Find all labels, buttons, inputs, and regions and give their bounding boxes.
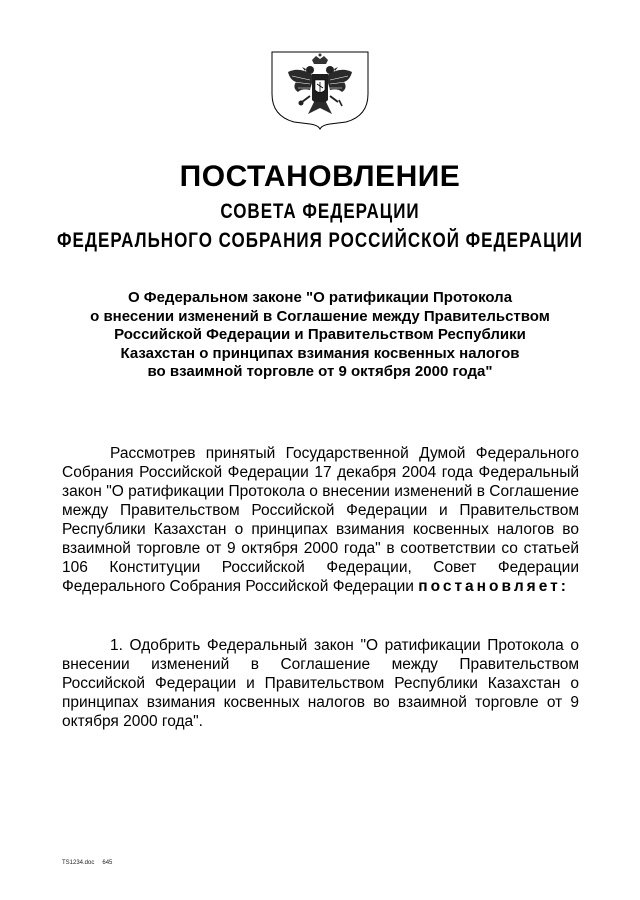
law-title xyxy=(70,289,570,382)
law-title-line: о внесении изменений в Соглашение между Правительством xyxy=(90,307,550,325)
document-footer xyxy=(62,860,112,866)
paragraph-text xyxy=(62,444,579,596)
footer-number: 645 xyxy=(102,860,113,866)
body-paragraph-2 xyxy=(62,636,579,731)
law-title-line: Казахстан о принципах взимания косвенных налогов xyxy=(120,344,520,362)
body-paragraph-1 xyxy=(62,444,579,596)
law-title-line: Российской Федерации и Правительством Республики xyxy=(114,326,526,343)
document-title: ПОСТАНОВЛЕНИЕ xyxy=(179,160,461,193)
resolution-keyword: постановляет: xyxy=(418,578,569,595)
paragraph-text: 1. Одобрить Федеральный закон "О ратификации Протокола о внесении изменений в Соглашение между Правительством Российской Федерации и Правительством Республики Казахстан о принципах взимания косвенных налогов во взаимной торговле от 9 октября 2000 года". xyxy=(62,637,579,730)
document-subtitle-line1: СОВЕТА ФЕДЕРАЦИИ xyxy=(220,199,420,223)
footer-filename: TS1234.doc xyxy=(62,860,95,866)
law-title-line: во взаимной торговле от 9 октября 2000 года" xyxy=(147,363,493,380)
law-title-line: О Федеральном законе "О ратификации Протокола xyxy=(127,289,513,306)
document-subtitle-line2: ФЕДЕРАЛЬНОГО СОБРАНИЯ РОССИЙСКОЙ ФЕДЕРАЦИИ xyxy=(57,228,583,252)
coat-of-arms-icon xyxy=(270,50,370,130)
paragraph-main-text: Рассмотрев принятый Государственной Думой Федерального Собрания Российской Федерации 17 декабря 2004 года Федеральный закон "О ратификации Протокола о внесении изменений в Соглашение между Правительством Российской Федерации и Правительством Республики Казахстан о принципах взимания косвенных налогов во взаимной торговле от 9 октября 2000 года" в соответствии со статьей 106 Конституции Российской Федерации, Совет Федерации Федерального Собрания Российской Федерации xyxy=(62,445,579,595)
